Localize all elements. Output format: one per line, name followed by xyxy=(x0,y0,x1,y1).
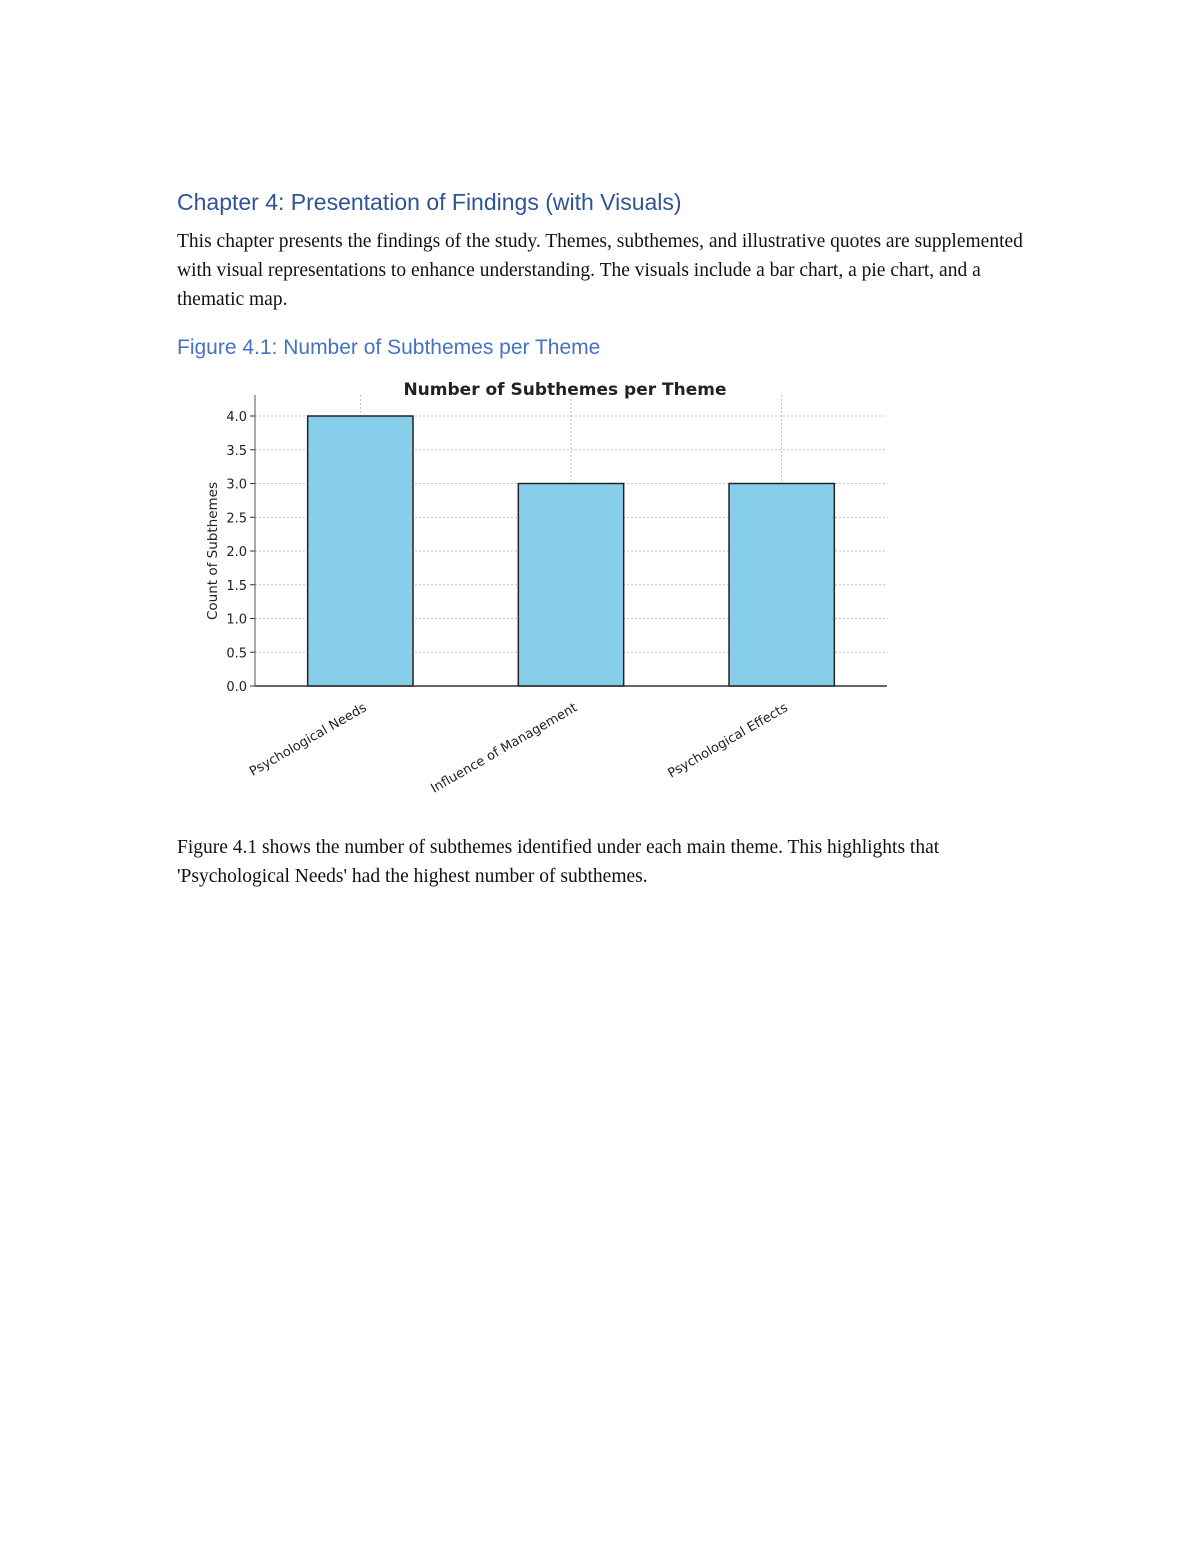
chapter-heading: Chapter 4: Presentation of Findings (with Visuals) xyxy=(177,189,682,215)
y-tick-label: 0.0 xyxy=(226,680,247,695)
y-tick-label: 3.5 xyxy=(226,443,247,459)
figure-caption: Figure 4.1: Number of Subthemes per Theme xyxy=(177,336,601,359)
y-tick-label: 0.5 xyxy=(226,646,247,662)
chart-title: Number of Subthemes per Theme xyxy=(403,380,727,400)
bar xyxy=(518,484,623,687)
bar-chart-figure xyxy=(195,370,915,810)
bar xyxy=(729,484,834,687)
x-tick-label: Influence of Management xyxy=(428,700,580,797)
y-tick-label: 2.5 xyxy=(226,511,247,527)
y-tick-labels xyxy=(226,410,247,695)
y-tick-label: 3.0 xyxy=(226,477,247,493)
y-tick-label: 1.5 xyxy=(226,578,247,594)
bar xyxy=(308,416,413,686)
y-tick-label: 1.0 xyxy=(226,612,247,628)
y-tick-label: 2.0 xyxy=(226,545,247,560)
x-tick-label: Psychological Needs xyxy=(247,700,370,780)
x-tick-label: Psychological Effects xyxy=(665,700,791,782)
y-axis-label: Count of Subthemes xyxy=(205,481,221,621)
x-tick-labels xyxy=(247,700,791,796)
bar-chart xyxy=(195,370,915,810)
y-tick-label: 4.0 xyxy=(226,410,247,425)
figure-description: Figure 4.1 shows the number of subthemes identified under each main theme. This highlights that 'Psychological Needs' had the highest number of subthemes. xyxy=(177,837,940,887)
intro-paragraph: This chapter presents the findings of the study. Themes, subthemes, and illustrative quotes are supplemented with visual representations to enhance understanding. The visuals include a bar chart, a pie chart, and a thematic map. xyxy=(177,231,1023,310)
